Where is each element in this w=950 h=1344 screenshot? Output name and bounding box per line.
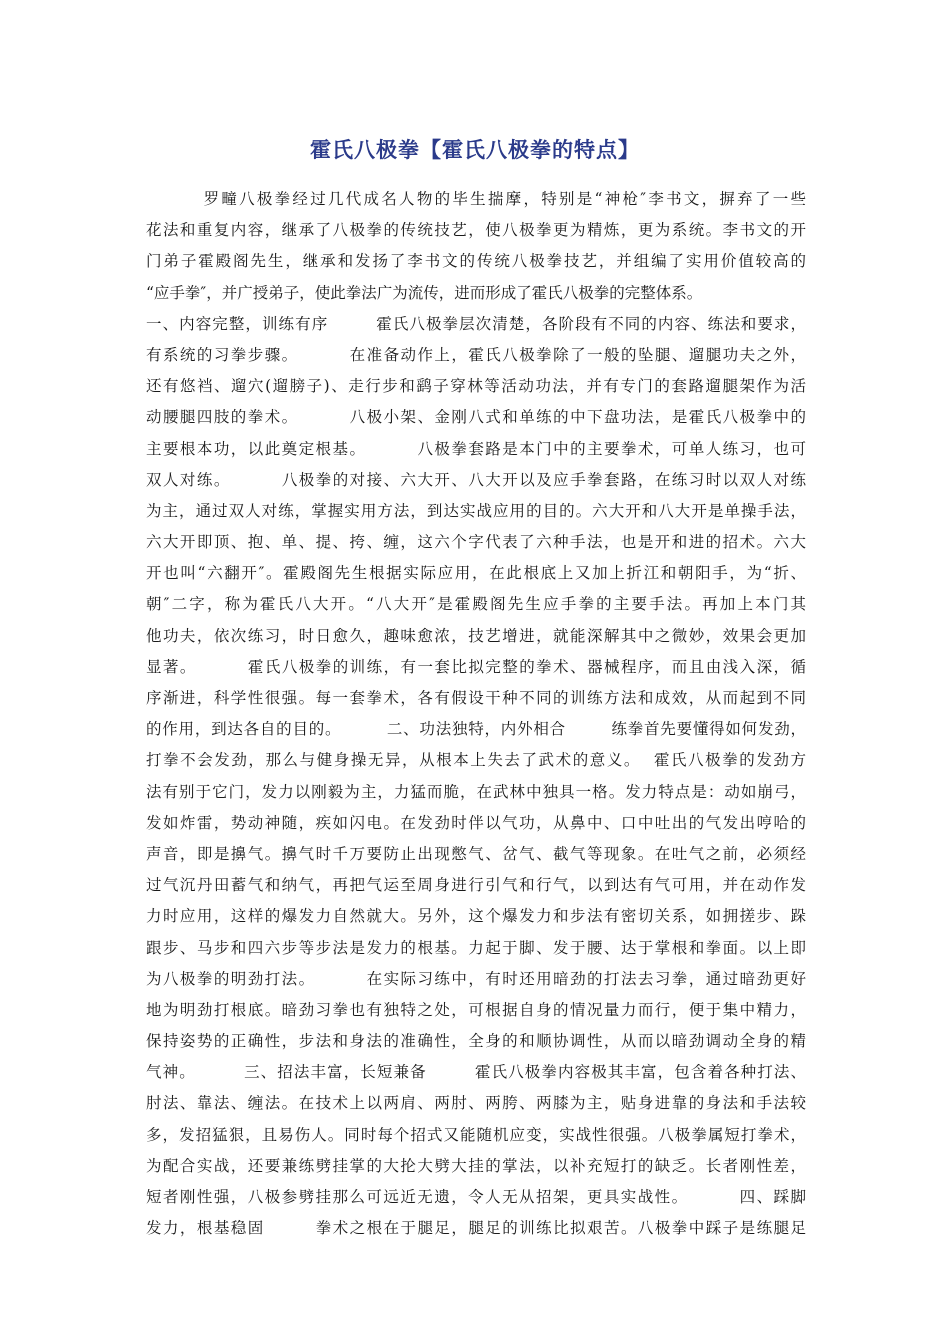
text-line: 发力，根基稳固 拳术之根在于腿足，腿足的训练比拟艰苦。八极拳中踩子是练腿足 bbox=[146, 1219, 806, 1238]
text-line: 地为明劲打根底。暗劲习拳也有独特之处，可根据自身的情况量力而行，便于集中精力， bbox=[146, 1000, 806, 1019]
text-line: 主要根本功，以此奠定根基。 八极拳套路是本门中的主要拳术，可单人练习，也可 bbox=[146, 439, 806, 458]
text-line: 过气沉丹田蓄气和纳气，再把气运至周身进行引气和行气，以到达有气可用，并在动作发 bbox=[146, 876, 806, 895]
text-line: 动腰腿四肢的拳术。 八极小架、金刚八式和单练的中下盘功法，是霍氏八极拳中的 bbox=[146, 408, 806, 427]
text-line: 发如炸雷，势动神随，疾如闪电。在发劲时伴以气功，从鼻中、口中吐出的气发出哼哈的 bbox=[146, 813, 806, 832]
text-line: 为配合实战，还要兼练劈挂掌的大抡大劈大挂的掌法，以补充短打的缺乏。长者刚性差， bbox=[146, 1156, 806, 1175]
text-line: 的作用，到达各自的目的。 二、功法独特，内外相合 练拳首先要懂得如何发劲， bbox=[146, 720, 806, 739]
text-line: 声音，即是擤气。擤气时千万要防止出现憋气、岔气、截气等现象。在吐气之前，必须经 bbox=[146, 844, 806, 863]
text-line: 序渐进，科学性很强。每一套拳术，各有假设干种不同的训练方法和成效，从而起到不同 bbox=[146, 689, 806, 707]
text-line: 罗疃八极拳经过几代成名人物的毕生揣摩，特别是“神枪″李书文，摒弃了一些 bbox=[146, 190, 806, 208]
text-line: 跟步、马步和四六步等步法是发力的根基。力起于脚、发于腰、达于掌根和拳面。以上即 bbox=[146, 938, 806, 957]
text-line: 为八极拳的明劲打法。 在实际习练中，有时还用暗劲的打法去习拳，通过暗劲更好 bbox=[146, 969, 806, 988]
text-line: 法有别于它门，发力以刚毅为主，力猛而脆，在武林中独具一格。发力特点是：动如崩弓， bbox=[146, 782, 806, 801]
document-title: 霍氏八极拳【霍氏八极拳的特点】 bbox=[310, 138, 640, 162]
text-line: 朝″二字，称为霍氏八大开。“八大开″是霍殿阁先生应手拳的主要手法。再加上本门其 bbox=[146, 595, 806, 614]
text-line: 一、内容完整，训练有序 霍氏八极拳层次清楚，各阶段有不同的内容、练法和要求， bbox=[146, 314, 806, 333]
text-line: 六大开即顶、抱、单、提、挎、缠，这六个字代表了六种手法，也是开和进的招术。六大 bbox=[146, 533, 806, 552]
text-line: 打拳不会发劲，那么与健身操无异，从根本上失去了武术的意义。 霍氏八极拳的发劲方 bbox=[146, 751, 806, 770]
text-line: 有系统的习拳步骤。 在准备动作上，霍氏八极拳除了一般的坠腿、遛腿功夫之外， bbox=[146, 345, 806, 364]
text-line: 力时应用，这样的爆发力自然就大。另外，这个爆发力和步法有密切关系，如拥搓步、跺 bbox=[146, 907, 806, 926]
text-line: 他功夫，依次练习，时日愈久，趣味愈浓，技艺增进，就能深解其中之微妙，效果会更加 bbox=[146, 626, 806, 645]
text-line: 还有悠裆、遛穴(遛膀子)、走行步和鹞子穿林等活动功法，并有专门的套路遛腿架作为活 bbox=[146, 377, 806, 396]
text-line: “应手拳″，并广授弟子，使此拳法广为流传，进而形成了霍氏八极拳的完整体系。 bbox=[146, 283, 703, 302]
text-line: 多，发招猛狠，且易伤人。同时每个招式又能随机应变，实战性很强。八极拳属短打拳术， bbox=[146, 1125, 806, 1144]
text-line: 双人对练。 八极拳的对接、六大开、八大开以及应手拳套路，在练习时以双人对练 bbox=[146, 470, 806, 489]
text-line: 开也叫“六翻开″。霍殿阁先生根据实际应用，在此根底上又加上折江和朝阳手，为“折、 bbox=[146, 564, 806, 583]
text-line: 显著。 霍氏八极拳的训练，有一套比拟完整的拳术、器械程序，而且由浅入深，循 bbox=[146, 657, 806, 676]
document-body bbox=[146, 184, 806, 1244]
text-line: 为主，通过双人对练，掌握实用方法，到达实战应用的目的。六大开和八大开是单操手法， bbox=[146, 501, 806, 520]
text-line: 气神。 三、招法丰富，长短兼备 霍氏八极拳内容极其丰富，包含着各种打法、 bbox=[146, 1063, 806, 1082]
text-line: 肘法、靠法、缠法。在技术上以两肩、两肘、两胯、两膝为主，贴身进靠的身法和手法较 bbox=[146, 1094, 806, 1113]
text-line: 短者刚性强，八极参劈挂那么可远近无遗，令人无从招架，更具实战性。 四、踩脚 bbox=[146, 1188, 806, 1206]
text-line: 保持姿势的正确性，步法和身法的准确性，全身的和顺协调性，从而以暗劲调动全身的精 bbox=[146, 1032, 806, 1051]
text-line: 门弟子霍殿阁先生，继承和发扬了李书文的传统八极拳技艺，并组编了实用价值较高的 bbox=[146, 252, 806, 271]
text-line: 花法和重复内容，继承了八极拳的传统技艺，使八极拳更为精炼，更为系统。李书文的开 bbox=[146, 221, 806, 240]
